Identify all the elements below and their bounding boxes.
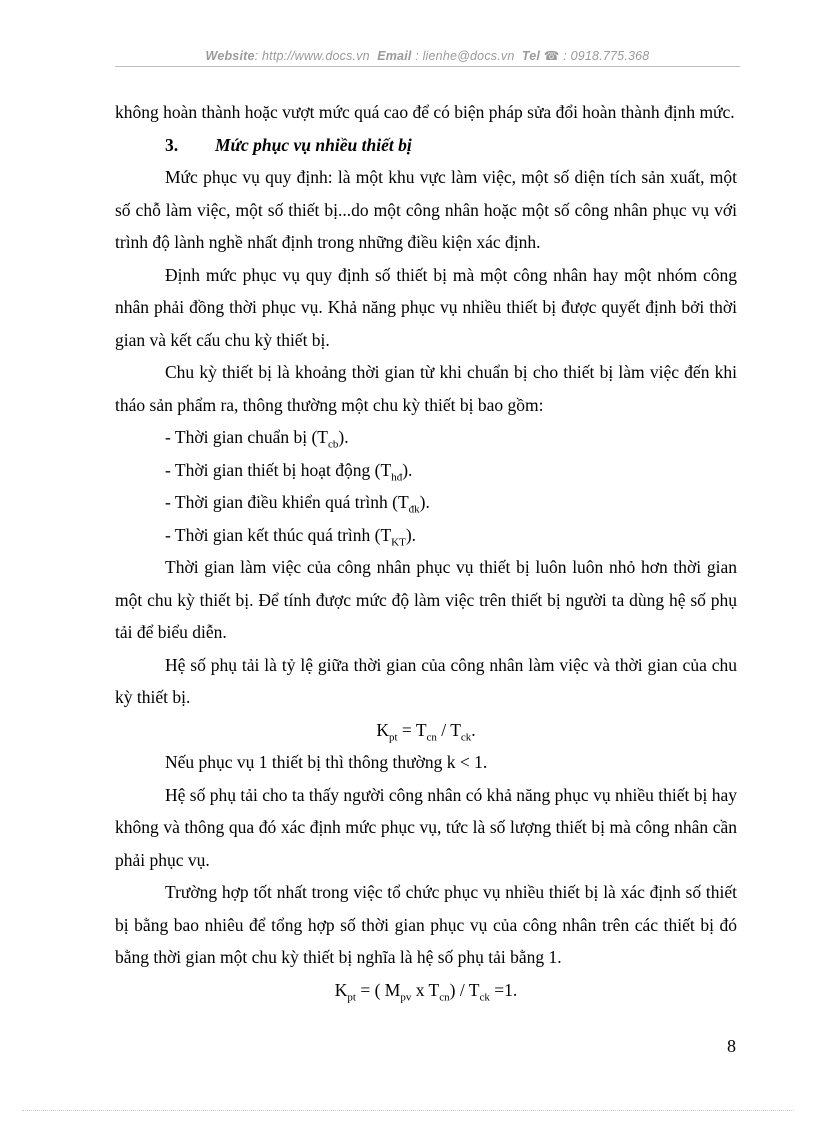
formula-load-factor: $K_{pt} = T_{cn} / T_{ck}$. (376, 719, 476, 743)
section-title: Mức phục vụ nhiều thiết bị (215, 134, 412, 155)
website-label: Website (205, 49, 255, 63)
paragraph-cycle: Chu kỳ thiết bị là khoảng thời gian từ khi chuẩn bị cho thiết bị làm việc đến khi tháo sản phẩm ra, thông thường một chu kỳ thiết bị bao gồm: (115, 362, 737, 415)
list-item: - Thời gian kết thúc quá trình $(T_{KT})$. (165, 524, 417, 548)
header-divider (115, 66, 740, 67)
section-heading (115, 129, 737, 162)
footer-divider (22, 1110, 794, 1111)
paragraph-continued: không hoàn thành hoặc vượt mức quá cao để có biện pháp sửa đổi hoàn thành định mức. (115, 102, 735, 122)
page-number: 8 (727, 1036, 736, 1056)
formula-service-level: $K_{pt}$ = ( $M_{pv}$ x $T_{cn}) / T_{ck} =1$. (334, 979, 518, 1003)
section-number: 3. (165, 134, 179, 155)
page-body (115, 96, 737, 1006)
email-value: : lienhe@docs.vn (415, 49, 515, 63)
phone-icon: ☎ (543, 49, 560, 63)
tel-label: Tel (521, 49, 541, 63)
paragraph-definition: Mức phục vụ quy định: là một khu vực làm việc, một số diện tích sản xuất, một số chỗ làm việc, một số thiết bị...do một công nhân hoặc một số công nhân phục vụ với trình độ lành nghề nhất định trong những điều kiện xác định. (115, 167, 737, 252)
list-item: - Thời gian chuẩn bị $(T_{cb})$. (165, 427, 349, 451)
website-value: : http://www.docs.vn (254, 49, 370, 63)
paragraph-best-case: Trường hợp tốt nhất trong việc tổ chức phục vụ nhiều thiết bị là xác định số thiết bị bằng bao nhiêu để tổng hợp số thời gian phục vụ của công nhân trên các thiết bị đó bằng thời gian một chu kỳ thiết bị nghĩa là hệ số phụ tải bằng 1. (115, 882, 737, 967)
list-item: - Thời gian thiết bị hoạt động $(T_{hđ})$. (165, 459, 413, 483)
paragraph-load-factor: Hệ số phụ tải là tỷ lệ giữa thời gian của công nhân làm việc và thời gian của chu kỳ thiết bị. (115, 654, 737, 707)
paragraph-single-device: Nếu phục vụ 1 thiết bị thì thông thường k < 1. (165, 752, 488, 772)
paragraph-norm: Định mức phục vụ quy định số thiết bị mà một công nhân hay một nhóm công nhân phải đồng thời phục vụ. Khả năng phục vụ nhiều thiết bị được quyết định bởi thời gian và kết cấu chu kỳ thiết bị. (115, 264, 737, 350)
tel-value: : 0918.775.368 (563, 49, 650, 63)
email-label: Email (377, 49, 412, 63)
paragraph-capability: Hệ số phụ tải cho ta thấy người công nhân có khả năng phục vụ nhiều thiết bị hay không và thông qua đó xác định mức phục vụ, tức là số lượng thiết bị mà công nhân cần phải phục vụ. (115, 784, 737, 870)
list-item: - Thời gian điều khiển quá trình $(T_{đk})$. (165, 492, 430, 516)
paragraph-worktime: Thời gian làm việc của công nhân phục vụ thiết bị luôn luôn nhỏ hơn thời gian một chu kỳ thiết bị. Để tính được mức độ làm việc trên thiết bị người ta dùng hệ số phụ tải để biểu diễn. (115, 557, 737, 642)
page-header (115, 48, 740, 63)
